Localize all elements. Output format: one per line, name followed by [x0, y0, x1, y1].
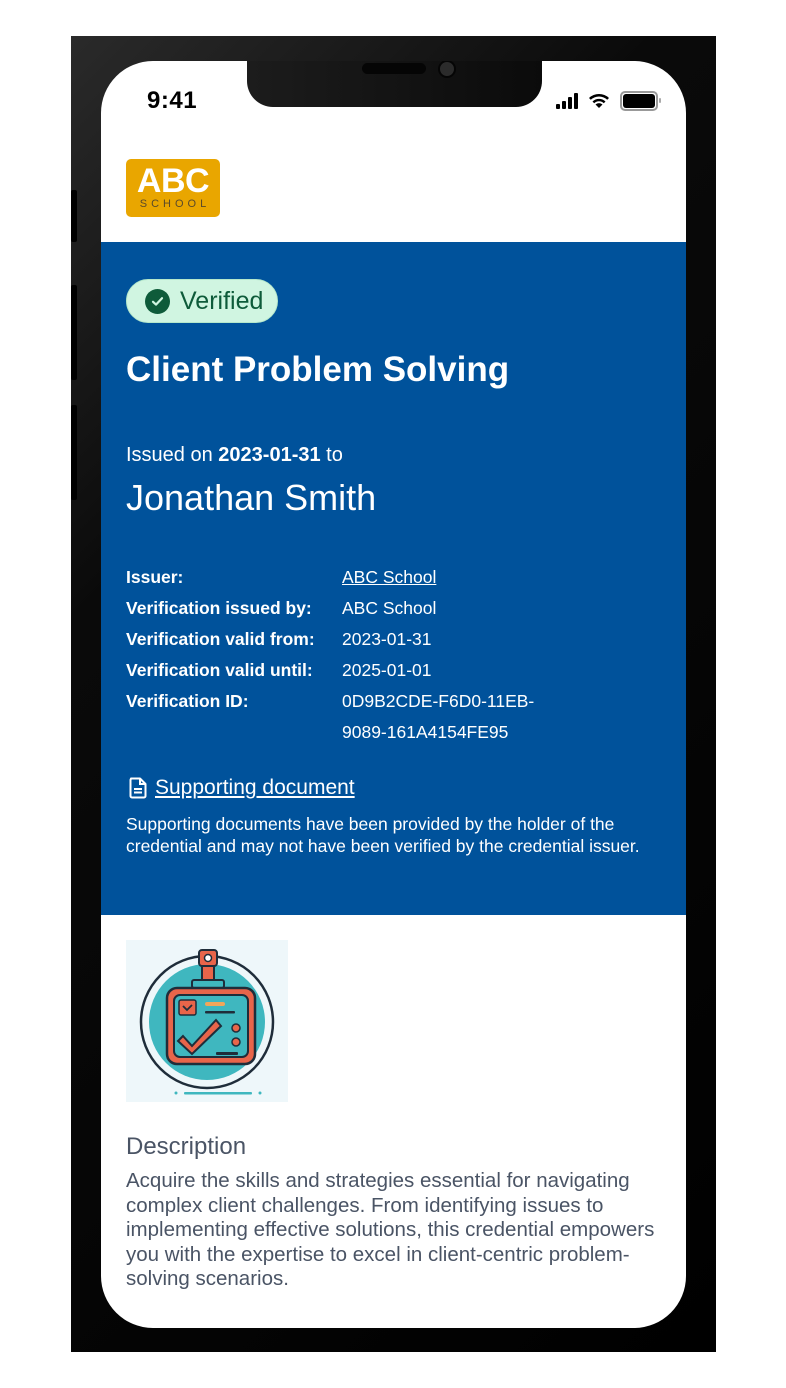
issuer-link[interactable]: ABC School	[342, 567, 437, 587]
verified-badge	[126, 279, 278, 323]
notch	[247, 61, 542, 107]
check-circle-icon	[145, 289, 170, 314]
phone-screen	[101, 61, 686, 1328]
detail-value: 9089-161A4154FE95	[342, 722, 509, 742]
detail-row-valid-from	[126, 626, 562, 657]
detail-row-issuer	[126, 564, 562, 595]
status-time: 9:41	[147, 87, 198, 114]
detail-value: ABC School	[342, 598, 437, 618]
front-camera	[438, 61, 456, 78]
detail-label: Verification ID:	[126, 691, 249, 711]
logo-main-text: ABC	[136, 162, 210, 200]
school-logo	[126, 159, 220, 217]
detail-value: 2023-01-31	[342, 629, 432, 649]
verified-label: Verified	[180, 286, 264, 315]
wifi-icon	[588, 93, 610, 109]
document-icon	[129, 777, 147, 799]
credential-hero	[101, 242, 686, 915]
detail-row-verification-id-cont	[126, 719, 562, 750]
id-badge-checkmark-icon	[126, 940, 288, 1102]
logo-sub-text: SCHOOL	[139, 198, 211, 210]
detail-value: 2025-01-01	[342, 660, 432, 680]
description-heading: Description	[126, 1133, 247, 1160]
description-text: Acquire the skills and strategies essential for navigating complex client challenges. From identifying issues to implementing effective solutions, this credential empowers you with the expertise to excel in client-centric problem-solving scenarios.	[126, 1169, 655, 1290]
issued-prefix: Issued on	[126, 444, 213, 466]
battery-icon	[620, 91, 658, 111]
issued-date: 2023-01-31	[218, 444, 321, 466]
credential-title: Client Problem Solving	[126, 350, 510, 389]
detail-row-verification-id	[126, 688, 562, 719]
detail-label: Issuer:	[126, 567, 184, 587]
credential-badge-image	[126, 940, 288, 1102]
status-icons	[556, 91, 658, 111]
detail-row-verification-issued-by	[126, 595, 562, 626]
detail-label: Verification issued by:	[126, 598, 312, 618]
recipient-name: Jonathan Smith	[126, 477, 377, 518]
phone-volume-up-button	[71, 285, 77, 380]
detail-value: 0D9B2CDE-F6D0-11EB-	[342, 691, 535, 711]
issued-suffix: to	[326, 444, 343, 466]
credential-details	[126, 564, 562, 750]
issued-line	[126, 444, 343, 467]
phone-side-button	[71, 190, 77, 242]
cellular-signal-icon	[556, 93, 578, 109]
detail-label: Verification valid until:	[126, 660, 313, 680]
supporting-document-note: Supporting documents have been provided by the holder of the credential and may not have been verified by the credential issuer.	[126, 814, 640, 856]
phone-volume-down-button	[71, 405, 77, 500]
detail-row-valid-until	[126, 657, 562, 688]
speaker	[362, 63, 426, 74]
supporting-document-link[interactable]	[129, 776, 355, 800]
supporting-document-label[interactable]: Supporting document	[155, 776, 355, 799]
detail-label: Verification valid from:	[126, 629, 315, 649]
